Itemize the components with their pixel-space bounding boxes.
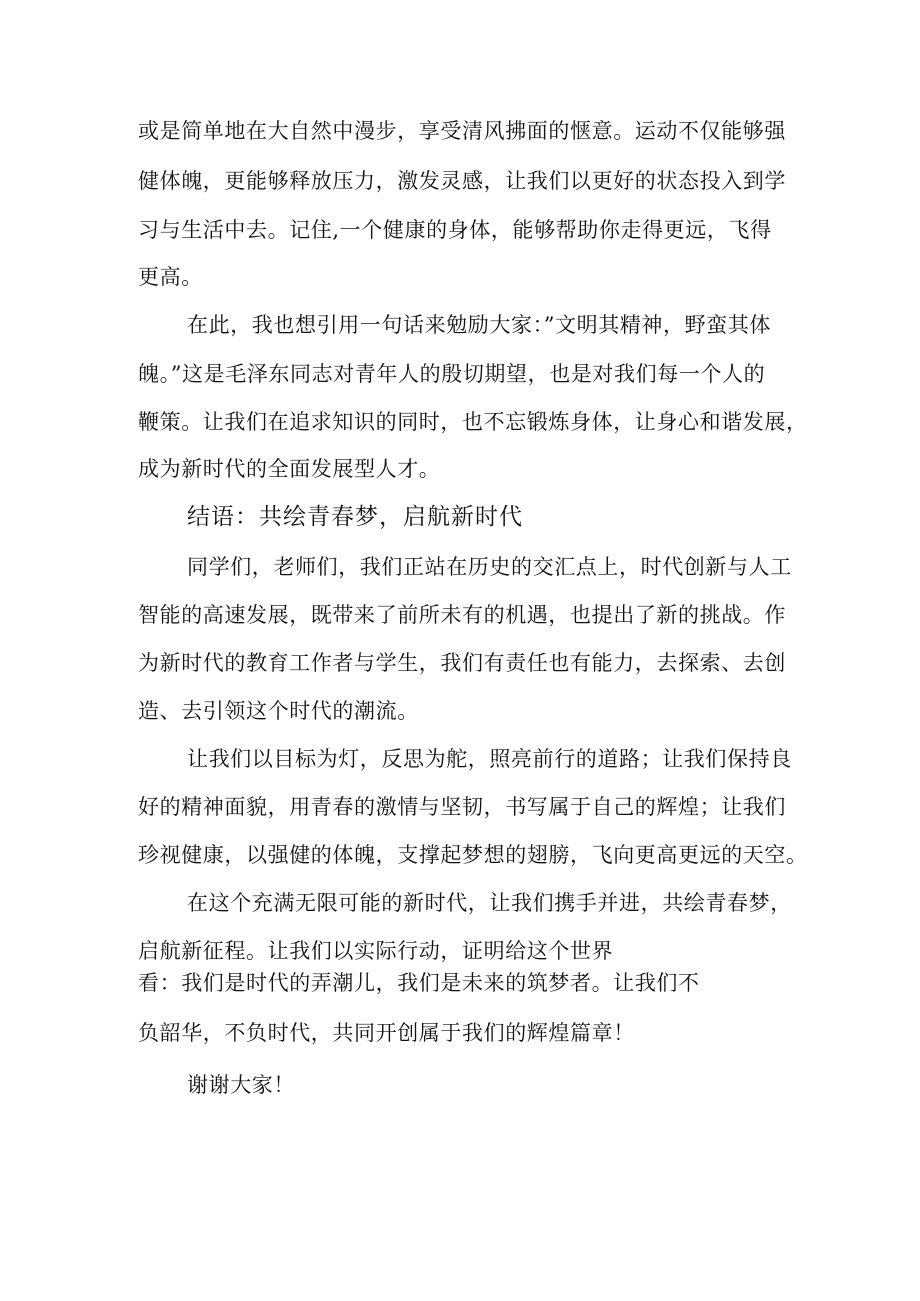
section-heading: 结语：共绘青春梦，启航新时代 (187, 504, 523, 530)
text-line: 好的精神面貌，用青春的激情与坚韧，书写属于自己的辉煌；让我们 (138, 795, 786, 819)
text-line: 让我们以目标为灯，反思为舵，照亮前行的道路；让我们保持良 (187, 747, 792, 771)
text-line: 同学们，老师们，我们正站在历史的交汇点上，时代创新与人工 (187, 555, 792, 579)
text-line: 造、去引领这个时代的潮流。 (138, 699, 419, 723)
text-line: 智能的高速发展，既带来了前所未有的机遇，也提出了新的挑战。作 (138, 603, 786, 627)
text-line: 成为新时代的全面发展型人才。 (138, 457, 441, 481)
text-line: 魄。”这是毛泽东同志对青年人的殷切期望，也是对我们每一个人的 (138, 362, 766, 386)
closing-text: 谢谢大家！ (187, 1073, 295, 1097)
text-line: 习与生活中去。记住,一个健康的身体，能够帮助你走得更远，飞得 (138, 218, 772, 242)
text-line: 负韶华，不负时代，共同开创属于我们的辉煌篇章！ (138, 1021, 635, 1045)
text-line: 在这个充满无限可能的新时代，让我们携手并进，共绘青春梦， (187, 891, 792, 915)
text-line: 珍视健康，以强健的体魄，支撑起梦想的翅膀，飞向更高更远的天空。 (138, 843, 808, 867)
text-line: 启航新征程。让我们以实际行动，证明给这个世界 (138, 939, 614, 963)
text-line: 为新时代的教育工作者与学生，我们有责任也有能力，去探索、去创 (138, 651, 786, 675)
text-line: 鞭策。让我们在追求知识的同时，也不忘锻炼身体，让身心和谐发展， (138, 410, 808, 434)
text-line: 或是简单地在大自然中漫步，享受清风拂面的惬意。运动不仅能够强 (138, 119, 786, 143)
text-line: 在此，我也想引用一句话来勉励大家：”文明其精神，野蛮其体 (187, 313, 772, 337)
text-line: 健体魄，更能够释放压力，激发灵感，让我们以更好的状态投入到学 (138, 169, 786, 193)
text-line: 看：我们是时代的弄潮儿，我们是未来的筑梦者。让我们不 (138, 971, 700, 995)
text-line: 更高。 (138, 265, 203, 289)
